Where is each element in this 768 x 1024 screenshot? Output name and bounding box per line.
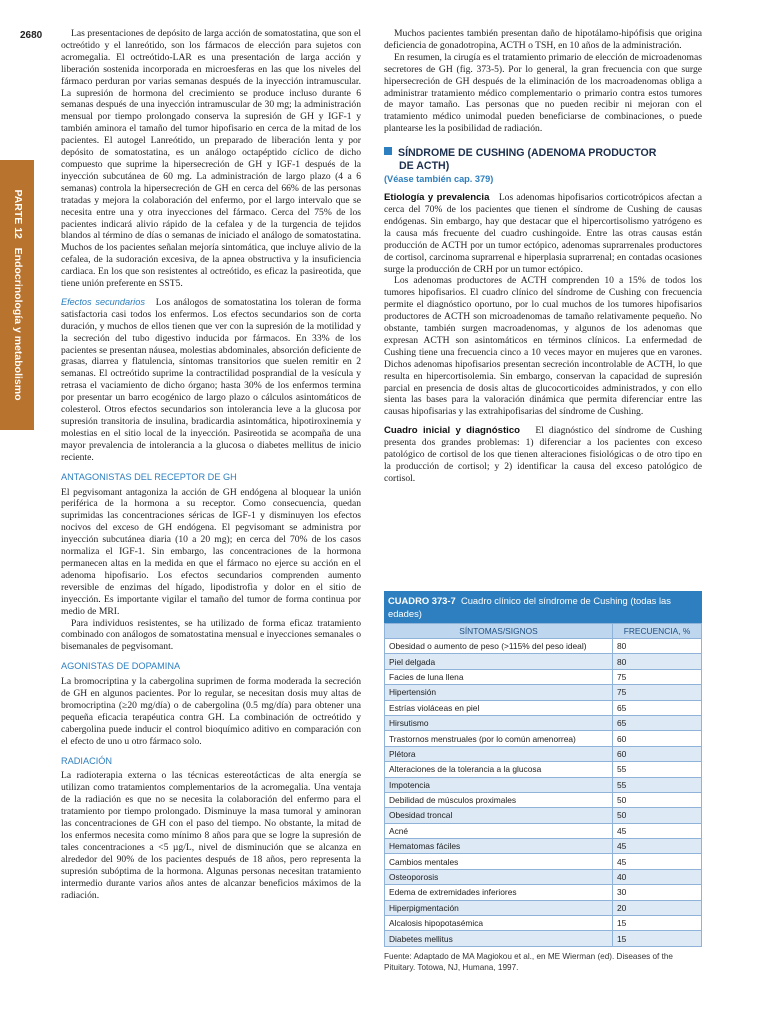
table-row xyxy=(385,792,702,807)
section-heading: ANTAGONISTAS DEL RECEPTOR DE GH xyxy=(61,471,237,482)
heading-square-icon xyxy=(384,147,392,155)
table-row xyxy=(385,700,702,715)
page-number: 2680 xyxy=(20,30,43,41)
frequency-cell: 45 xyxy=(613,823,702,838)
frequency-cell: 75 xyxy=(613,669,702,684)
table-source-note: Fuente: Adaptado de MA Magiokou et al., en ME Wierman (ed). Diseases of the Pituitary. Totowa, NJ, Humana, 1997. xyxy=(384,951,673,972)
paragraph: La bromocriptina y la cabergolina suprimen de forma moderada la secreción de GH en algunos pacientes. Por lo regular, se necesitan dosis muy altas de bromocriptina (≥20 mg/día) o de cabergolina (0.5 mg/día) para obtener una pequeña eficacia terapéutica contra GH. La combinación de octreótido y cabergolina puede inducir el control bioquímico aditivo en comparación con el efecto de uno u otro fármaco solo. xyxy=(61,676,361,747)
paragraph: Para individuos resistentes, se ha utilizado de forma eficaz tratamiento combinado con análogos de somatostatina mensual e inyecciones semanales o bisemanales de pegvisomant. xyxy=(61,617,361,653)
sign-cell: Facies de luna llena xyxy=(385,669,613,684)
sign-cell: Cambios mentales xyxy=(385,854,613,869)
frequency-cell: 15 xyxy=(613,916,702,931)
table-row xyxy=(385,639,702,654)
table-header-row xyxy=(385,624,702,639)
table-row xyxy=(385,854,702,869)
paragraph: Las presentaciones de depósito de larga acción de somatostatina, que son el octreótido y el lanreótido, son los fármacos de elección para sujetos con acromegalia. El octreótido-LAR es una presentación de larga acción y liberación sostenida incorporada en microesferas en las que los niveles del fármaco perduran por varias semanas después de la inyección intramuscular. La supresión de hormona del crecimiento se produce incluso durante 6 semanas después de una inyección intramuscular de 30 mg; la administración mensual por tiempo prolongado conserva la supresión de GH y IGF-1 y también aminora el tamaño del tumor hipofisario en cerca de la mitad de los pacientes. El autogel Lanreótido, un preparado de liberación lenta y por depósito de somatostatina, es un análogo octapéptido cíclico de dicho compuesto que suprime la hipersecreción de GH y IGF-1 después de la inyección subcutánea de 60 mg. La administración de largo plazo (4 a 6 semanas) controla la hipersecreción de GH en cerca del 66% de las personas tratadas y mejora la colaboración del enfermo, por el largo intervalo que se necesita entre una y otra inyecciones del fármaco. Cerca del 75% de los pacientes indicará alivio rápido de la cefalea y de la turgencia de tejidos blandos al término de días o semanas de iniciado el análogo de somatostatina. Muchos de los pacientes señalan mejoría sintomática, que incluye alivio de la cefalea, de la sudoración excesiva, de la apnea obstructiva y la insuficiencia cardiaca. En los que son resistentes al octreótido, es eficaz la pasireotida, que tiene unión preferente en SST5. xyxy=(61,28,361,290)
sign-cell: Plétora xyxy=(385,746,613,761)
frequency-cell: 15 xyxy=(613,931,702,946)
paragraph-text: El diagnóstico del síndrome de Cushing presenta dos grandes problemas: 1) diferenciar a los pacientes con exceso patológico de cortisol de los que tienen alteraciones fisiológicas o de otro tipo en la producción de cortisol; y 2) identificar la causa del exceso patológico de cortisol. xyxy=(384,425,702,484)
sign-cell: Alcalosis hipopotasémica xyxy=(385,916,613,931)
chapter-section-heading xyxy=(384,147,702,173)
frequency-cell: 45 xyxy=(613,839,702,854)
table-row xyxy=(385,808,702,823)
frequency-cell: 60 xyxy=(613,731,702,746)
paragraph: Los adenomas productores de ACTH comprenden 10 a 15% de todos los tumores hipofisarios. El cuadro clínico del síndrome de Cushing con frecuencia permite el diagnóstico oportuno, por lo cual muchos de los tumores hipofisarios productores de ACTH son microadenomas de tamaño relativamente pequeño. No obstante, también surgen macroadenomas, y algunos de los adenomas que expresan ACTH son asintomáticos en términos clínicos. La enfermedad de Cushing tiene una frecuencia cinco a 10 veces mayor en mujeres que en varones. Dichos adenomas hipofisarios presentan secreción incontrolable de ACTH, lo que resulta en hipercortisolemia. Sin embargo, conservan la capacidad de supresión parcial en presencia de dosis altas de glucocorticoides administrados, y con ello sienta las bases para la valoración dinámica que permita diferenciar entre las causas hipofisarias y las extrahipofisarias del síndrome de Cushing. xyxy=(384,275,702,418)
table-caption: Cuadro clínico del síndrome de Cushing (todas las edades) xyxy=(388,595,671,619)
see-also-reference: (Véase también cap. 379) xyxy=(384,174,494,185)
sign-cell: Impotencia xyxy=(385,777,613,792)
table-title xyxy=(384,591,702,623)
frequency-cell: 40 xyxy=(613,869,702,884)
frequency-cell: 50 xyxy=(613,808,702,823)
frequency-cell: 30 xyxy=(613,885,702,900)
sign-cell: Debilidad de músculos proximales xyxy=(385,792,613,807)
frequency-cell: 75 xyxy=(613,685,702,700)
table-row xyxy=(385,685,702,700)
section-heading: AGONISTAS DE DOPAMINA xyxy=(61,661,181,672)
frequency-cell: 20 xyxy=(613,900,702,915)
paragraph: En resumen, la cirugía es el tratamiento primario de elección de microadenomas secretores de GH (fig. 373-5). Por lo general, la gran frecuencia con que surge hipersecreción de GH después de la eliminación de los macroadenomas obliga a administrar tratamiento médico complementario o primario contra estos tumores de mayor tamaño. Las personas que no pueden recibir ni mejoran con el tratamiento médico unimodal pueden beneficiarse de combinaciones, o puede plantearse les la posibilidad de radiación. xyxy=(384,51,702,135)
sign-cell: Hirsutismo xyxy=(385,715,613,730)
table-row xyxy=(385,839,702,854)
side-tab-part: PARTE 12 xyxy=(12,189,24,239)
header-signs: SÍNTOMAS/SIGNOS xyxy=(385,624,613,639)
table-row xyxy=(385,869,702,884)
part-side-tab xyxy=(0,160,34,430)
table-row xyxy=(385,823,702,838)
paragraph-side-effects xyxy=(61,297,361,464)
section-heading: RADIACIÓN xyxy=(61,755,113,766)
table-row xyxy=(385,762,702,777)
paragraph-text: Los análogos de somatostatina los toleran de forma satisfactoria casi todos los enfermos. Los efectos secundarios son de corta duración, y muchos de ellos tienen que ver con la supresión de la motilidad y la secreción del tubo digestivo inducida por fármacos. En 33% de los pacientes se presentan náusea, molestias abdominales, absorción deficiente de grasas, diarrea y flatulencia, síntomas transitorios que suelen remitir en 2 semanas. El octreótido suprime la contractilidad posprandial de la vesícula y retrasa el vaciamiento de dicho órgano; hasta 30% de los enfermos termina por presentar un barro ecogénico de largo plazo o cálculos asintomáticos de colesterol. Otros efectos secundarios son intolerancia leve a la glucosa por supresión transitoria de insulina, bradicardia asintomática, hipotiroxinemia y molestias en el sitio local de la inyección. Pasireotida se acompaña de una mayor prevalencia de intolerancia a la glucosa o diabetes mellitus de inicio reciente. xyxy=(61,296,362,463)
runin-heading: Efectos secundarios xyxy=(61,296,145,307)
sign-cell: Acné xyxy=(385,823,613,838)
sign-cell: Trastornos menstruales (por lo común amenorrea) xyxy=(385,731,613,746)
cushing-table xyxy=(384,623,702,947)
sign-cell: Estrías violáceas en piel xyxy=(385,700,613,715)
cushing-table-box xyxy=(384,591,702,973)
table-number: CUADRO 373-7 xyxy=(388,595,456,606)
side-tab-section: Endocrinología y metabolismo xyxy=(12,247,24,401)
table-row xyxy=(385,715,702,730)
paragraph-etiology xyxy=(384,192,702,275)
table-row xyxy=(385,885,702,900)
frequency-cell: 80 xyxy=(613,639,702,654)
heading-line-2: DE ACTH) xyxy=(399,160,450,173)
runin-heading: Cuadro inicial y diagnóstico xyxy=(384,425,521,437)
paragraph-text: Los adenomas hipofisarios corticotrópicos afectan a cerca del 70% de los pacientes que tienen el síndrome de Cushing de causas endógenas. Sin embargo, hay que destacar que el hipercortisolismo yatrógeno es la causa más frecuente del cuadro cushingoide. Entre las otras causas están producción de ACTH por un tumor ectópico, adenomas suprarrenales productores de cortisol, carcinoma suprarrenal e hiperplasia suprarrenal; en contadas ocasiones surge la producción de CRH por un tumor ectópico. xyxy=(384,192,702,275)
right-column xyxy=(384,28,702,485)
sign-cell: Hematomas fáciles xyxy=(385,839,613,854)
header-frequency: FRECUENCIA, % xyxy=(613,624,702,639)
table-row xyxy=(385,916,702,931)
side-tab-text xyxy=(12,189,24,400)
left-column xyxy=(61,28,361,901)
sign-cell: Piel delgada xyxy=(385,654,613,669)
sign-cell: Hiperpigmentación xyxy=(385,900,613,915)
table-row xyxy=(385,654,702,669)
frequency-cell: 60 xyxy=(613,746,702,761)
frequency-cell: 55 xyxy=(613,777,702,792)
sign-cell: Obesidad troncal xyxy=(385,808,613,823)
paragraph: La radioterapia externa o las técnicas estereotácticas de alta energía se utilizan como tratamientos complementarios de la acromegalia. Una ventaja de la radiación es que no se necesita la colaboración del enfermo para el tratamiento por tiempo prolongado. Disminuye la masa tumoral y aminoran las concentraciones de GH con el paso del tiempo. No obstante, la mitad de los enfermos necesita como mínimo 8 años para que se logre la supresión de tales concentraciones a <5 µg/L, nivel de disminución que se alcanza en alrededor del 90% de los pacientes después de 18 años, pero representa la supresión subóptima de la hormona. Algunas personas necesitan tratamiento intermedio durante varios años antes de alcanzar beneficios máximos de la radiación. xyxy=(61,770,361,901)
paragraph-diagnosis xyxy=(384,425,702,485)
paragraph: El pegvisomant antagoniza la acción de GH endógena al bloquear la unión periférica de la hormona a su receptor. Como consecuencia, quedan suprimidas las concentraciones séricas de IGF-1 y disminuyen los efectos nocivos del exceso de GH endógena. El pegvisomant se administra por inyección subcutánea diaria (10 a 20 mg); en cerca del 70% de los casos normaliza el IGF-1. Sin embargo, las concentraciones de la hormona permanecen altas en la medida en que el fármaco no ejerce su acción en el adenoma hipofisario. Los efectos secundarios comprenden aumento reversible de enzimas del hígado, lipodistrofia y dolor en el sitio de inyección. Es importante vigilar el tamaño del tumor de forma continua por medio de MRI. xyxy=(61,486,361,617)
runin-heading: Etiología y prevalencia xyxy=(384,192,490,204)
frequency-cell: 65 xyxy=(613,700,702,715)
sign-cell: Osteoporosis xyxy=(385,869,613,884)
sign-cell: Alteraciones de la tolerancia a la glucosa xyxy=(385,762,613,777)
table-row xyxy=(385,669,702,684)
sign-cell: Diabetes mellitus xyxy=(385,931,613,946)
table-row xyxy=(385,900,702,915)
table-row xyxy=(385,746,702,761)
paragraph: Muchos pacientes también presentan daño de hipotálamo-hipófisis que origina deficiencia de gonadotropina, ACTH o TSH, en 10 años de la administración. xyxy=(384,28,702,51)
frequency-cell: 80 xyxy=(613,654,702,669)
frequency-cell: 50 xyxy=(613,792,702,807)
frequency-cell: 45 xyxy=(613,854,702,869)
table-body xyxy=(385,639,702,947)
sign-cell: Hipertensión xyxy=(385,685,613,700)
sign-cell: Obesidad o aumento de peso (>115% del peso ideal) xyxy=(385,639,613,654)
table-row xyxy=(385,931,702,946)
heading-line-1: SÍNDROME DE CUSHING (ADENOMA PRODUCTOR xyxy=(398,147,657,160)
frequency-cell: 55 xyxy=(613,762,702,777)
table-row xyxy=(385,731,702,746)
table-row xyxy=(385,777,702,792)
frequency-cell: 65 xyxy=(613,715,702,730)
sign-cell: Edema de extremidades inferiores xyxy=(385,885,613,900)
